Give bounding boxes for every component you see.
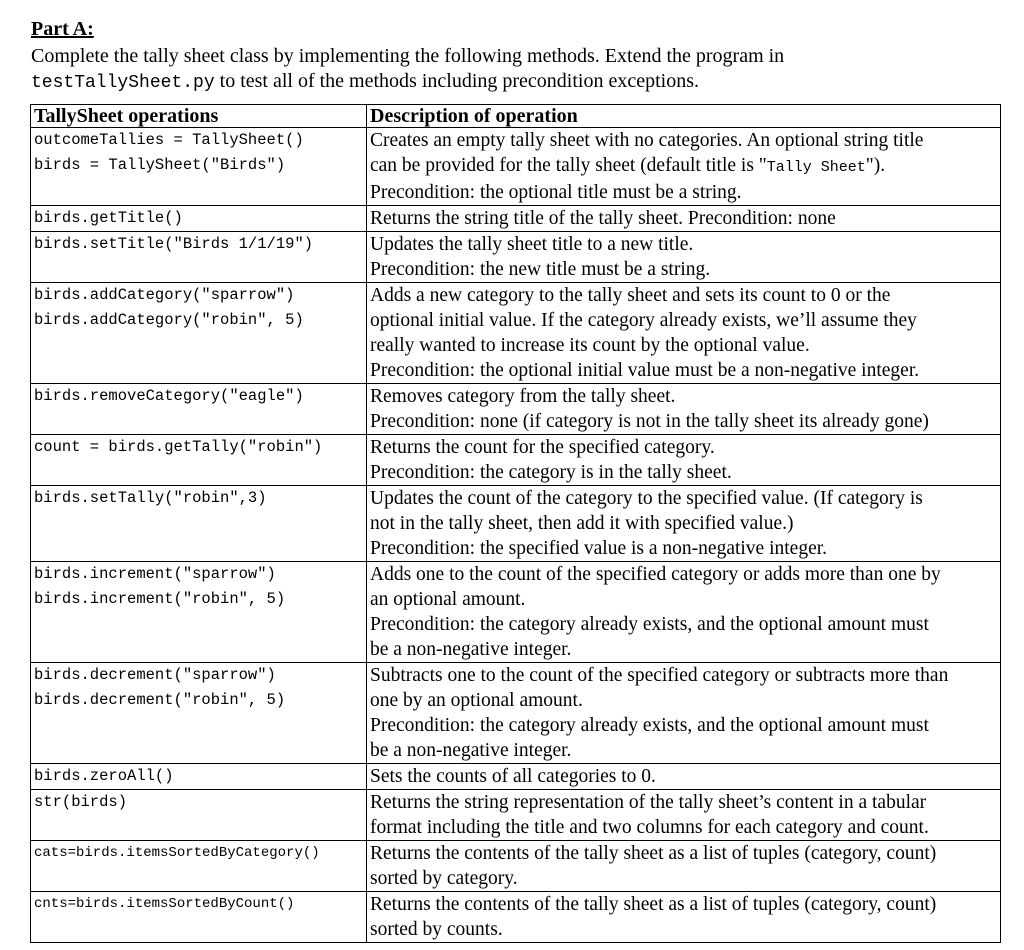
description-text: "). [865, 155, 886, 176]
table-row [31, 892, 1001, 943]
code-line: outcomeTallies = TallySheet() [34, 131, 304, 149]
description-line: sorted by category. [370, 868, 518, 889]
code-line: birds.getTitle() [34, 209, 183, 227]
code-line: birds.decrement("robin", 5) [34, 691, 286, 709]
description-line: sorted by counts. [370, 919, 503, 940]
description-line: Precondition: none (if category is not in the tally sheet its already gone) [370, 411, 929, 432]
default-title-code: Tally Sheet [766, 159, 866, 176]
code-line: birds.decrement("sparrow") [34, 666, 276, 684]
table-row [31, 841, 1001, 892]
description-line: Returns the contents of the tally sheet as a list of tuples (category, count) [370, 843, 937, 864]
description-cell [367, 206, 1001, 232]
table-row [31, 435, 1001, 486]
code-line: cats=birds.itemsSortedByCategory() [34, 845, 320, 861]
table-row [31, 384, 1001, 435]
description-line: Adds a new category to the tally sheet and sets its count to 0 or the [370, 285, 891, 306]
operation-cell [31, 232, 367, 283]
table-row [31, 128, 1001, 206]
operation-cell [31, 128, 367, 206]
operation-cell [31, 206, 367, 232]
operation-cell [31, 892, 367, 943]
intro-line-1: Complete the tally sheet class by implementing the following methods. Extend the program in [31, 45, 785, 67]
code-line: birds.removeCategory("eagle") [34, 387, 304, 405]
description-cell [367, 663, 1001, 764]
code-line: birds.zeroAll() [34, 767, 174, 785]
operation-cell [31, 486, 367, 562]
code-line: birds.setTitle("Birds 1/1/19") [34, 235, 314, 253]
description-line: not in the tally sheet, then add it with specified value.) [370, 513, 794, 534]
description-cell [367, 486, 1001, 562]
description-line: Returns the string title of the tally sheet. Precondition: none [370, 208, 836, 229]
intro-paragraph [31, 44, 991, 96]
description-line: really wanted to increase its count by the optional value. [370, 335, 810, 356]
description-line: Adds one to the count of the specified category or adds more than one by [370, 564, 941, 585]
code-line: count = birds.getTally("robin") [34, 438, 323, 456]
description-line: Updates the tally sheet title to a new title. [370, 234, 694, 255]
operation-cell [31, 562, 367, 663]
description-line: Precondition: the new title must be a string. [370, 259, 711, 280]
header-description: Description of operation [367, 105, 1001, 128]
code-line: birds.addCategory("sparrow") [34, 286, 295, 304]
description-cell [367, 384, 1001, 435]
operation-cell [31, 841, 367, 892]
description-line: Removes category from the tally sheet. [370, 386, 676, 407]
description-line: Creates an empty tally sheet with no categories. An optional string title [370, 130, 924, 151]
description-cell [367, 892, 1001, 943]
operation-cell [31, 283, 367, 384]
description-line [370, 153, 997, 180]
description-line: one by an optional amount. [370, 690, 583, 711]
description-line: Precondition: the optional title must be a string. [370, 182, 742, 203]
description-line: Returns the string representation of the tally sheet’s content in a tabular [370, 792, 927, 813]
operation-cell [31, 384, 367, 435]
header-operations: TallySheet operations [31, 105, 367, 128]
description-line: format including the title and two columns for each category and count. [370, 817, 929, 838]
description-line: Returns the contents of the tally sheet as a list of tuples (category, count) [370, 894, 937, 915]
table-row [31, 663, 1001, 764]
operation-cell [31, 435, 367, 486]
description-line: be a non-negative integer. [370, 740, 572, 761]
description-line: Updates the count of the category to the specified value. (If category is [370, 488, 923, 509]
table-row [31, 486, 1001, 562]
table-row [31, 790, 1001, 841]
operations-table [30, 104, 1001, 943]
operation-cell [31, 663, 367, 764]
table-row [31, 206, 1001, 232]
intro-line-2 [31, 69, 991, 96]
description-line: Precondition: the category already exists, and the optional amount must [370, 614, 929, 635]
code-line: birds.addCategory("robin", 5) [34, 311, 304, 329]
table-row [31, 283, 1001, 384]
description-line: Precondition: the category is in the tally sheet. [370, 462, 732, 483]
description-cell [367, 562, 1001, 663]
code-line: birds.increment("sparrow") [34, 565, 276, 583]
code-line: str(birds) [34, 793, 128, 811]
code-line: birds.setTally("robin",3) [34, 489, 267, 507]
intro-line-2-rest: to test all of the methods including precondition exceptions. [214, 70, 699, 92]
description-line: Precondition: the specified value is a non-negative integer. [370, 538, 828, 559]
description-line: Precondition: the category already exists, and the optional amount must [370, 715, 929, 736]
operation-cell [31, 764, 367, 790]
operation-cell [31, 790, 367, 841]
description-cell [367, 283, 1001, 384]
part-heading: Part A: [31, 18, 94, 40]
description-line: Returns the count for the specified category. [370, 437, 715, 458]
description-cell [367, 841, 1001, 892]
description-line: Precondition: the optional initial value must be a non-negative integer. [370, 360, 920, 381]
description-line: an optional amount. [370, 589, 526, 610]
description-cell [367, 128, 1001, 206]
code-line: cnts=birds.itemsSortedByCount() [34, 896, 295, 912]
table-header-row [31, 105, 1001, 128]
code-line: birds = TallySheet("Birds") [34, 156, 286, 174]
description-line: Subtracts one to the count of the specified category or subtracts more than [370, 665, 949, 686]
description-line: optional initial value. If the category already exists, we’ll assume they [370, 310, 917, 331]
intro-file-name: testTallySheet.py [31, 73, 215, 93]
description-cell [367, 232, 1001, 283]
description-line: be a non-negative integer. [370, 639, 572, 660]
table-row [31, 232, 1001, 283]
description-text: can be provided for the tally sheet (default title is " [370, 155, 767, 176]
description-cell [367, 435, 1001, 486]
code-line: birds.increment("robin", 5) [34, 590, 286, 608]
description-cell [367, 764, 1001, 790]
table-row [31, 764, 1001, 790]
table-row [31, 562, 1001, 663]
description-cell [367, 790, 1001, 841]
description-line: Sets the counts of all categories to 0. [370, 766, 656, 787]
